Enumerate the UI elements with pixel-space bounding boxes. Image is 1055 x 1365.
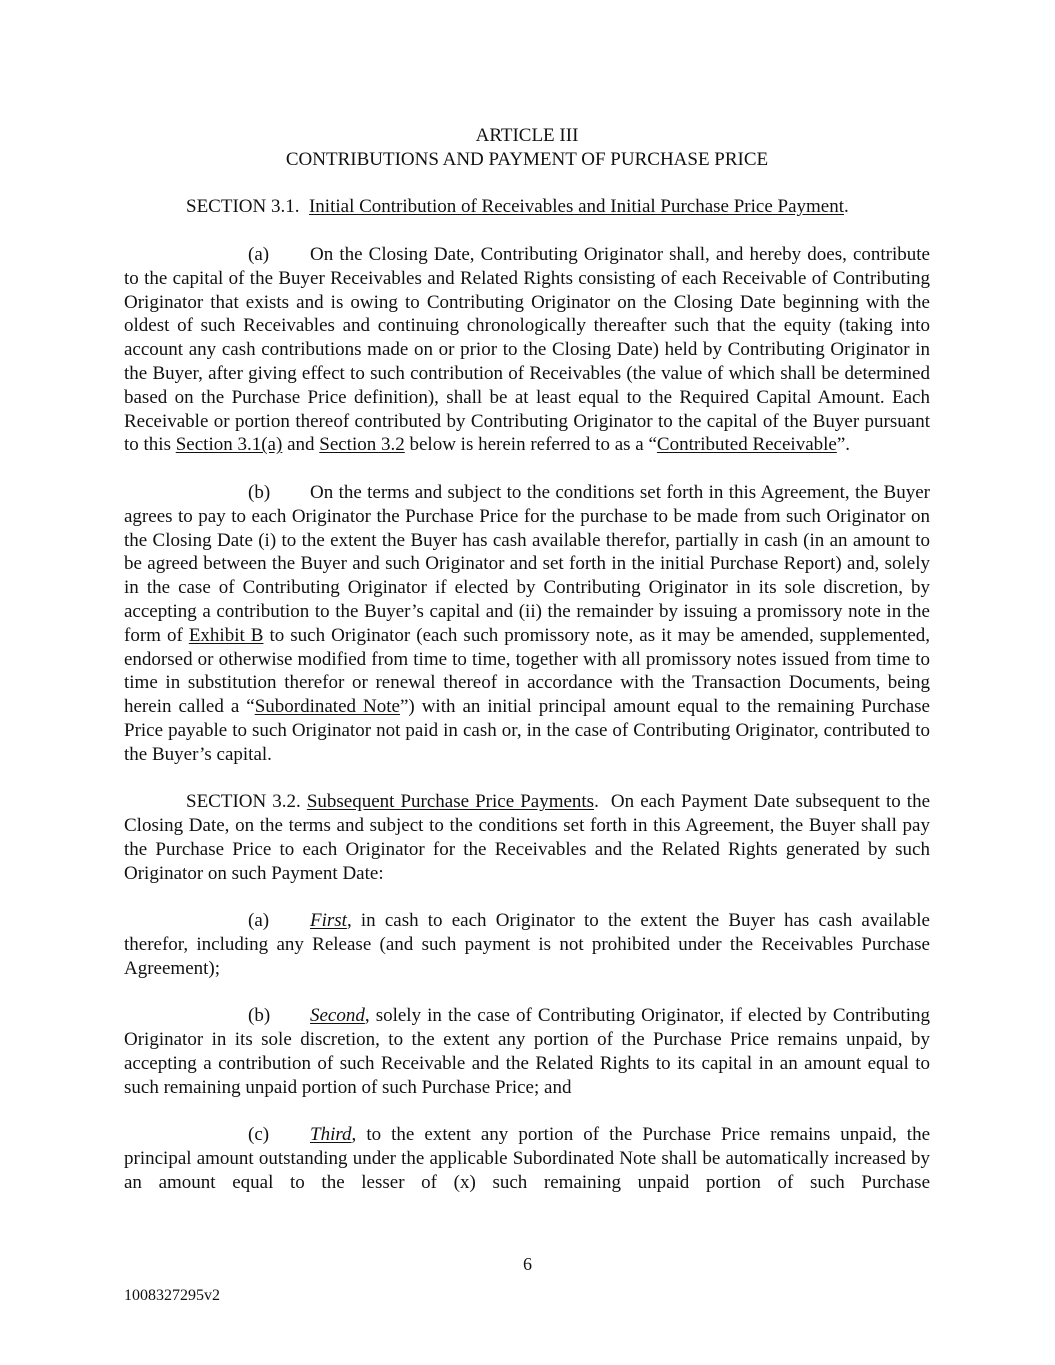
page-number: 6	[523, 1254, 532, 1274]
cross-reference-section-3-1-a: Section 3.1(a)	[175, 434, 283, 456]
section-3-2-title: Subsequent Purchase Price Payments	[306, 791, 595, 813]
section-3-2-item-c: (c) Third, to the extent any portion of the Purchase Price remains unpaid, the principal amount outstanding under the applicable Subordinated Note shall be automatically increased by an amount equal to the lesser of (x) such remaining unpaid portion of such Purchase	[124, 1124, 930, 1194]
section-3-2-paragraph: SECTION 3.2. Subsequent Purchase Price Payments. On each Payment Date subsequent to the Closing Date, on the terms and subject to the conditions set forth in this Agreement, the Buyer shall pay the Purchase Price to each Originator for the Receivables and the Related Rights generated by such Originator on such Payment Date:	[124, 791, 935, 884]
item-lead-second: Second	[310, 1005, 365, 1027]
section-3-2-item-b: (b) Second, solely in the case of Contributing Originator, if elected by Contributing Originator in its sole discretion, to the extent any portion of the Purchase Price remains unpaid, by accepting a contribution of such Receivable and the Related Rights to its capital in an amount equal to such remaining unpaid portion of such Purchase Price; and	[124, 1005, 930, 1098]
paragraph-label: (c)	[248, 1124, 270, 1146]
page-content	[124, 124, 935, 1195]
section-3-1-b-paragraph: (b) On the terms and subject to the conditions set forth in this Agreement, the Buyer agrees to pay to each Originator the Purchase Price for the purchase to be made from such Originator on the Closing Date (i) to the extent the Buyer has cash available therefor, partially in cash (in an amount to be agreed between the Buyer and such Originator and set forth in the initial Purchase Report) and, solely in the case of Contributing Originator if elected by Contributing Originator in its sole discretion, by accepting a contribution to the Buyer’s capital and (ii) the remainder by issuing a promissory note in the form of Exhibit B to such Originator (each such promissory note, as it may be amended, supplemented, endorsed or otherwise modified from time to time, together with all promissory notes issued from time to time in substitution therefor or renewal thereof in accordance with the Transaction Documents, being herein called a “Subordinated Note”) with an initial principal amount equal to the remaining Purchase Price payable to such Originator not paid in cash or, in the case of Contributing Originator, contributed to the Buyer’s capital.	[124, 481, 930, 765]
paragraph-label: (a)	[248, 910, 270, 932]
paragraph-label: (b)	[248, 1005, 271, 1027]
paragraph-label: (a)	[248, 243, 270, 265]
article-number: ARTICLE III	[475, 125, 579, 146]
document-id: 1008327295v2	[124, 1287, 220, 1304]
defined-term-contributed-receivable: Contributed Receivable	[656, 434, 837, 456]
paragraph-label: (b)	[248, 481, 271, 503]
item-lead-first: First	[310, 910, 347, 932]
item-lead-third: Third	[310, 1124, 352, 1146]
cross-reference-section-3-2: Section 3.2	[319, 434, 405, 456]
section-3-1-number: SECTION 3.1.	[186, 196, 300, 218]
cross-reference-exhibit-b: Exhibit B	[188, 624, 264, 646]
defined-term-subordinated-note: Subordinated Note	[254, 696, 400, 718]
section-3-1-title: Initial Contribution of Receivables and Initial Purchase Price Payment	[308, 196, 845, 218]
section-3-2-number: SECTION 3.2.	[186, 791, 301, 813]
section-3-1-a-paragraph: (a) On the Closing Date, Contributing Originator shall, and hereby does, contribute to the capital of the Buyer Receivables and Related Rights consisting of each Receivable of Contributing Originator that exists and is owing to Contributing Originator on the Closing Date beginning with the oldest of such Receivables and continuing chronologically thereafter such that the equity (taking into account any cash contributions made on or prior to the Closing Date) held by Contributing Originator in the Buyer, after giving effect to such contribution of Receivables (the value of which shall be determined based on the Purchase Price definition), shall be at least equal to the Required Capital Amount. Each Receivable or portion thereof contributed by Contributing Originator to the capital of the Buyer pursuant to this Section 3.1(a) and Section 3.2 below is herein referred to as a “Contributed Receivable”.	[124, 243, 930, 456]
section-3-2-item-a: (a) First, in cash to each Originator to the extent the Buyer has cash available therefor, including any Release (and such payment is not prohibited under the Receivables Purchase Agreement);	[124, 910, 930, 979]
article-title: CONTRIBUTIONS AND PAYMENT OF PURCHASE PRICE	[285, 148, 769, 170]
section-3-1-heading: SECTION 3.1. Initial Contribution of Receivables and Initial Purchase Price Payment.	[186, 196, 849, 218]
